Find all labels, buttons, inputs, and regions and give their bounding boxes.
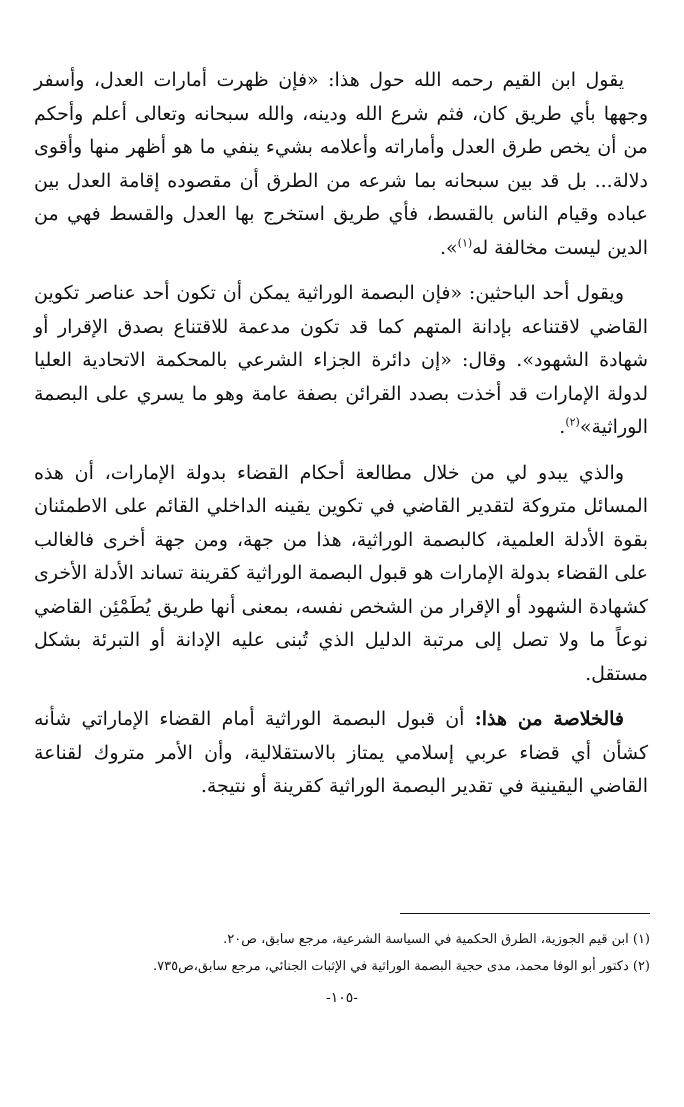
paragraph-ibn-qayyim-quote xyxy=(34,64,648,265)
footnote-divider xyxy=(400,913,650,914)
paragraph-1-tail: ». xyxy=(439,236,458,259)
page-number: -١٠٥- xyxy=(325,990,359,1006)
footnote-1: (١) ابن قيم الجوزية، الطرق الحكمية في السياسة الشرعية، مرجع سابق، ص٢٠. xyxy=(223,932,650,947)
paragraph-2-tail: . xyxy=(559,416,566,438)
paragraph-2-text: ويقول أحد الباحثين: «فإن البصمة الوراثية يمكن أن تكون أحد عناصر تكوين القاضي لاقتناعه بإدانة المتهم كما قد تكون مدعمة للاقتناع بصدق الإقرار أو شهادة الشهود». وقال: «إن دائرة الجزاء الشرعي بالمحكمة الاتحادية العليا لدولة الإمارات قد أخذت بصدد القرائن بصفة عامة وهو ما يسري على البصمة الوراثية» xyxy=(34,282,648,438)
paragraph-conclusion xyxy=(34,703,648,804)
conclusion-lead: فالخلاصة من هذا: xyxy=(474,708,624,730)
paragraph-author-opinion xyxy=(34,457,648,692)
page-body xyxy=(34,64,648,816)
paragraph-1-text: يقول ابن القيم رحمه الله حول هذا: «فإن ظهرت أمارات العدل، وأسفر وجهها بأي طريق كان، فثم شرع الله ودينه، والله سبحانه وتعالى أعلم وأحكم من أن يخص طرق العدل وأماراته وأعلامه بشيء ينفي ما هو أظهر منها وأقوى دلالة... بل قد بين سبحانه بما شرعه من الطرق أن مقصوده إقامة العدل بين عباده وقيام الناس بالقسط، فأي طريق استخرج بها العدل والقسط فهي من الدين ليست مخالفة له xyxy=(34,69,648,259)
footnote-2: (٢) دكتور أبو الوفا محمد، مدى حجية البصمة الوراثية في الإثبات الجنائي، مرجع سابق،ص٧٣٥. xyxy=(153,959,650,974)
paragraph-researcher-quote xyxy=(34,277,648,445)
paragraph-4-text: أن قبول البصمة الوراثية أمام القضاء الإماراتي شأنه كشأن أي قضاء عربي إسلامي يمتاز بالاستقلالية، وأن الأمر متروك لقناعة القاضي اليقينية في تقدير البصمة الوراثية كقرينة أو نتيجة. xyxy=(34,708,648,797)
footnotes xyxy=(36,926,650,980)
footnote-ref-1: (١) xyxy=(457,236,473,250)
footnote-ref-2: (٢) xyxy=(565,415,580,429)
paragraph-3-text: والذي يبدو لي من خلال مطالعة أحكام القضاء بدولة الإمارات، أن هذه المسائل متروكة لتقدير القاضي في تكوين يقينه الداخلي القائم على الاطمئنان بقوة الأدلة العلمية، كالبصمة الوراثية، هذا من جهة، ومن جهة أخرى فالغالب على القضاء بدولة الإمارات هو قبول البصمة الوراثية كقرينة تساند الأدلة الأخرى كشهادة الشهود أو الإقرار من الشخص نفسه، بمعنى أنها طريق يُطَمْئِن القاضي نوعاً ما ولا تصل إلى مرتبة الدليل الذي تُبنى عليه الإدانة أو التبرئة بشكل مستقل. xyxy=(34,461,649,685)
